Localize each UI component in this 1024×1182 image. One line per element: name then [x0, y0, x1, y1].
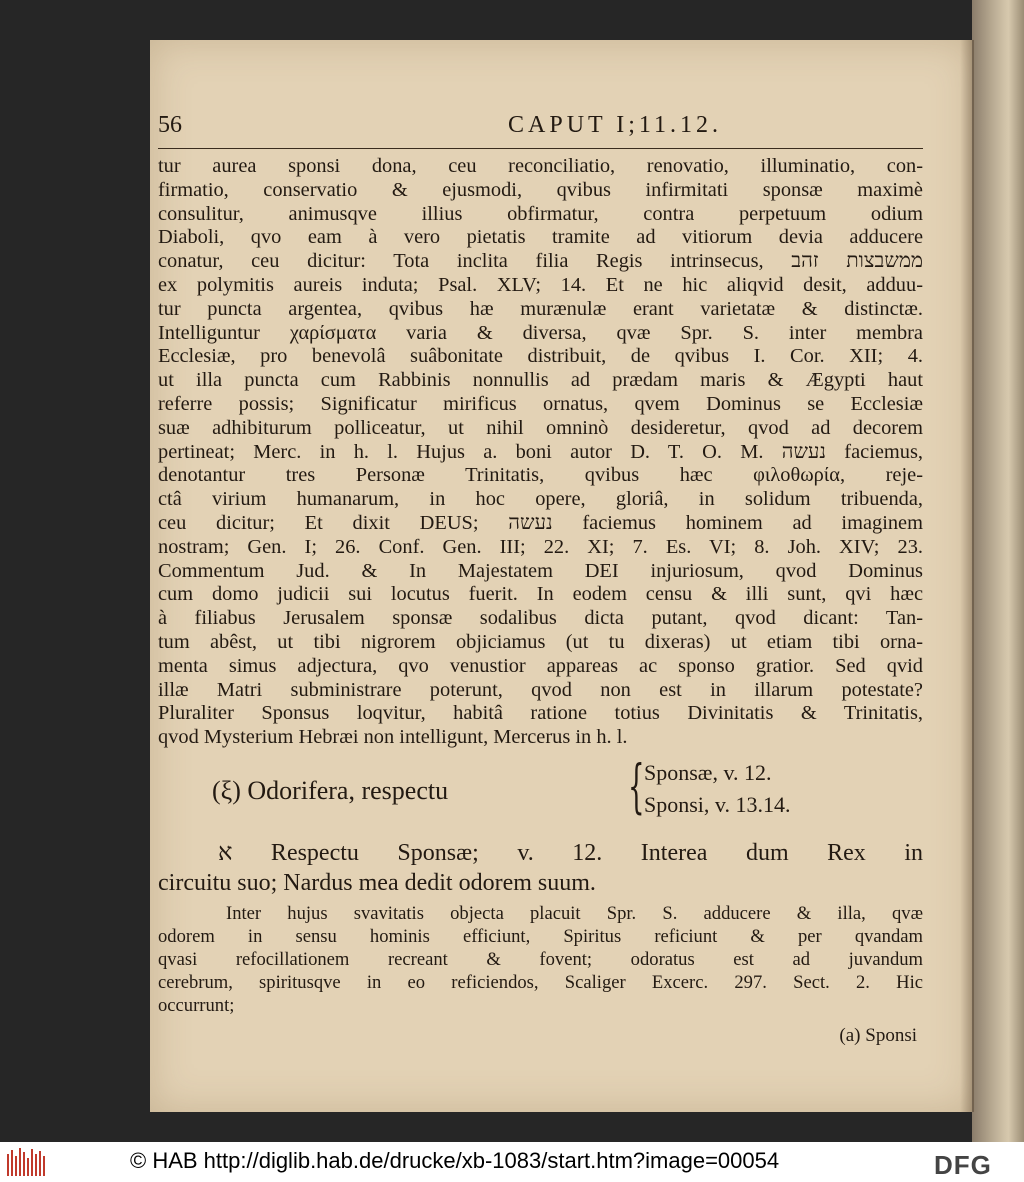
text-line: Intelliguntur χαρίσματα varia & diversa, qvæ Spr. S. inter membra: [158, 321, 923, 344]
commentary-paragraph: [158, 902, 923, 1017]
text-line: qvod Mysterium Hebræi non intelligunt, Mercerus in h. l.: [158, 726, 628, 749]
text-line: suæ adhibiturum polliceatur, ut nihil omninò desideretur, qvod ad decorem: [158, 416, 923, 439]
text-line: cum domo judicii sui locutus fuerit. In eodem censu & illi sunt, qvi hæc: [158, 583, 923, 606]
text-line: consulitur, animusqve illius obfirmatur, contra perpetuum odium: [158, 202, 923, 225]
text-line: nostram; Gen. I; 26. Conf. Gen. III; 22. XI; 7. Es. VI; 8. Joh. XIV; 23.: [158, 535, 923, 558]
subhead-line: א Respectu Sponsæ; v. 12. Interea dum Rex in: [218, 839, 923, 866]
running-head: CAPUT I;11.12.: [508, 112, 723, 138]
text-line: illæ Matri subministrare poterunt, qvod non est in illarum potestate?: [158, 678, 923, 701]
catchword: (a) Sponsi: [839, 1024, 917, 1046]
text-line: tur puncta argentea, qvibus hæ murænulæ erant varietatæ & distinctæ.: [158, 297, 923, 320]
dfg-logo: DFG: [934, 1150, 992, 1180]
text-line: menta simus adjectura, qvo venustior appareas ac sponso gratior. Sed qvid: [158, 654, 923, 677]
text-line: Diaboli, qvo eam à vero pietatis tramite ad vitiorum devia adducere: [158, 226, 923, 249]
page-edge-shadow: [960, 40, 974, 1112]
text-line: Inter hujus svavitatis objecta placuit Spr. S. adducere & illa, qvæ: [226, 902, 923, 924]
hab-barcode-logo: [6, 1146, 48, 1178]
heading-main: (ξ) Odorifera, respectu: [212, 775, 449, 805]
section-heading: [158, 751, 923, 838]
page-header: [158, 108, 923, 149]
text-line: Pluraliter Sponsus loqvitur, habitâ ratione totius Divinitatis & Trinitatis,: [158, 702, 923, 725]
subhead-line: circuitu suo; Nardus mea dedit odorem suum.: [158, 869, 596, 896]
text-line: ceu dicitur; Et dixit DEUS; נעשה faciemus hominem ad imaginem: [158, 511, 923, 534]
book-fore-edge: [972, 0, 1024, 1142]
brace-glyph: {: [628, 751, 645, 820]
text-line: Commentum Jud. & In Majestatem DEI injuriosum, qvod Dominus: [158, 559, 923, 582]
body-paragraph: [158, 155, 923, 750]
page-number: 56: [158, 112, 182, 138]
text-line: cerebrum, spiritusqve in eo reficiendos, Scaliger Excerc. 297. Sect. 2. Hic: [158, 971, 923, 993]
text-line: qvasi refocillationem recreant & fovent; odoratus est ad juvandum: [158, 948, 923, 970]
heading-branch-sponsi: Sponsi, v. 13.14.: [644, 791, 791, 817]
text-line: à filiabus Jerusalem sponsæ sodalibus dicta putant, qvod dicant: Tan-: [158, 607, 923, 630]
text-line: conatur, ceu dicitur: Tota inclita filia Regis intrinsecus, ממשבצות זהב: [158, 250, 923, 273]
text-line: tum abêst, ut tibi nigrorem objiciamus (ut tu dixeras) ut etiam tibi orna-: [158, 630, 923, 653]
text-line: ctâ virium humanarum, in hoc opere, gloriâ, in solidum tribuenda,: [158, 488, 923, 511]
copyright-url[interactable]: © HAB http://diglib.hab.de/drucke/xb-1083/start.htm?image=00054: [130, 1148, 780, 1173]
text-line: odorem in sensu hominis efficiunt, Spiritus reficiunt & per qvandam: [158, 925, 923, 947]
text-line: pertineat; Merc. in h. l. Hujus a. boni autor D. T. O. M. נעשה faciemus,: [158, 440, 923, 463]
subheading-paragraph: [158, 838, 923, 898]
text-line: denotantur tres Personæ Trinitatis, qvibus hæc φιλοθωρία, reje-: [158, 464, 923, 487]
heading-branch-sponsae: Sponsæ, v. 12.: [644, 759, 772, 785]
text-line: occurrunt;: [158, 994, 235, 1016]
text-line: referre possis; Significatur mirificus ornatus, qvem Dominus se Ecclesiæ: [158, 392, 923, 415]
text-line: Ecclesiæ, pro benevolâ suâbonitate distribuit, de qvibus I. Cor. XII; 4.: [158, 345, 923, 368]
page-text: [158, 108, 923, 1047]
viewer-footer: [0, 1142, 1024, 1182]
text-line: tur aurea sponsi dona, ceu reconciliatio, renovatio, illuminatio, con-: [158, 155, 923, 177]
text-line: firmatio, conservatio & ejusmodi, qvibus infirmitati sponsæ maximè: [158, 178, 923, 201]
text-line: ex polymitis aureis induta; Psal. XLV; 14. Et ne hic aliqvid desit, adduu-: [158, 273, 923, 296]
text-line: ut illa puncta cum Rabbinis nonnullis ad prædam maris & Ægypti haut: [158, 369, 923, 392]
